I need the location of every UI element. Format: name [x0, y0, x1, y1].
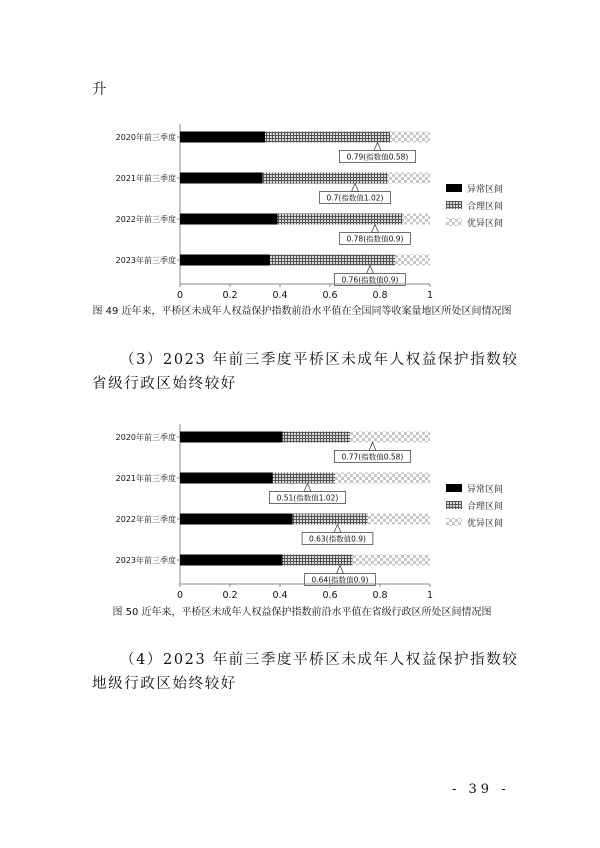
callout-pointer: [374, 143, 381, 151]
bar-segment-excellent: [390, 132, 430, 143]
legend-label: 异常区间: [467, 485, 504, 495]
bar-segment-abnormal: [180, 173, 263, 184]
bar-segment-reasonable: [273, 473, 336, 484]
callout-pointer: [352, 184, 359, 192]
category-label: 2020年前三季度: [115, 433, 176, 442]
callout-label: 0.79(指数值0.58): [346, 152, 409, 162]
bar-segment-abnormal: [180, 432, 283, 443]
category-label: 2020年前三季度: [115, 133, 176, 142]
bar-segment-reasonable: [263, 173, 388, 184]
bar-segment-reasonable: [270, 255, 395, 266]
x-tick-label: 0: [176, 290, 184, 300]
callout-pointer: [367, 266, 374, 274]
legend-swatch: [446, 518, 462, 526]
legend-label: 优异区间: [467, 219, 504, 229]
x-tick-label: 0.6: [322, 290, 338, 300]
bar-segment-abnormal: [180, 214, 278, 225]
bar-segment-reasonable: [278, 214, 403, 225]
figure-caption-49: 图 49 近年来，平桥区未成年人权益保护指数前沿水平值在全国同等收案量地区所处区间情况图: [92, 306, 512, 317]
x-tick-label: 0.8: [372, 590, 388, 600]
category-label: 2023年前三季度: [115, 256, 176, 265]
category-label: 2021年前三季度: [115, 174, 176, 183]
callout-pointer: [372, 225, 379, 233]
legend-label: 优异区间: [467, 519, 504, 529]
x-tick-label: 0.2: [222, 590, 238, 600]
callout-label: 0.64(指数值0.9): [311, 575, 369, 585]
callout-pointer: [304, 484, 311, 492]
callout-pointer: [337, 566, 344, 574]
bar-segment-reasonable: [283, 432, 351, 443]
category-label: 2021年前三季度: [115, 474, 176, 483]
bar-segment-excellent: [353, 555, 431, 566]
x-tick-label: 0.4: [272, 590, 288, 600]
bar-segment-excellent: [350, 432, 430, 443]
callout-label: 0.77(指数值0.58): [341, 452, 404, 462]
legend-swatch: [446, 218, 462, 226]
bar-segment-excellent: [388, 173, 431, 184]
callout-pointer: [369, 443, 376, 451]
bar-segment-abnormal: [180, 555, 283, 566]
callout-label: 0.63(指数值0.9): [309, 534, 366, 544]
legend-label: 异常区间: [467, 185, 504, 195]
bar-segment-abnormal: [180, 132, 265, 143]
page-number: - 39 -: [452, 782, 510, 797]
x-tick-label: 0: [176, 590, 184, 600]
bar-segment-reasonable: [293, 514, 368, 525]
legend-swatch: [446, 184, 462, 192]
bar-segment-abnormal: [180, 473, 273, 484]
bar-segment-excellent: [335, 473, 430, 484]
section-heading-4: （4）2023 年前三季度平桥区未成年人权益保护指数较地级行政区始终较好: [92, 652, 519, 692]
bar-chart-national: [80, 120, 530, 300]
callout-label: 0.7(指数值1.02): [326, 193, 384, 203]
legend-label: 合理区间: [467, 502, 504, 512]
callout-label: 0.76(指数值0.9): [341, 275, 399, 285]
category-label: 2022年前三季度: [115, 215, 176, 224]
callout-label: 0.78(指数值0.9): [346, 234, 404, 244]
legend-swatch: [446, 501, 462, 509]
bar-segment-reasonable: [283, 555, 353, 566]
callout-label: 0.51(指数值1.02): [276, 493, 339, 503]
bar-segment-excellent: [403, 214, 431, 225]
callout-pointer: [334, 525, 341, 533]
legend-swatch: [446, 201, 462, 209]
bar-segment-excellent: [395, 255, 430, 266]
figure-caption-50: 图 50 近年来，平桥区未成年人权益保护指数前沿水平值在省级行政区所处区间情况图: [112, 607, 492, 618]
paragraph-fragment: 升: [92, 82, 109, 98]
x-tick-label: 0.8: [372, 290, 388, 300]
bar-segment-abnormal: [180, 514, 293, 525]
bar-segment-abnormal: [180, 255, 270, 266]
category-label: 2023年前三季度: [115, 556, 176, 565]
bar-segment-excellent: [368, 514, 431, 525]
x-tick-label: 0.6: [322, 590, 338, 600]
x-tick-label: 0.2: [222, 290, 238, 300]
x-tick-label: 1: [426, 590, 434, 600]
legend-label: 合理区间: [467, 202, 504, 212]
section-heading-3: （3）2023 年前三季度平桥区未成年人权益保护指数较省级行政区始终较好: [92, 352, 519, 392]
bar-chart-provincial: [80, 420, 530, 600]
category-label: 2022年前三季度: [115, 515, 176, 524]
legend-swatch: [446, 484, 462, 492]
x-tick-label: 0.4: [272, 290, 288, 300]
x-tick-label: 1: [426, 290, 434, 300]
bar-segment-reasonable: [265, 132, 390, 143]
